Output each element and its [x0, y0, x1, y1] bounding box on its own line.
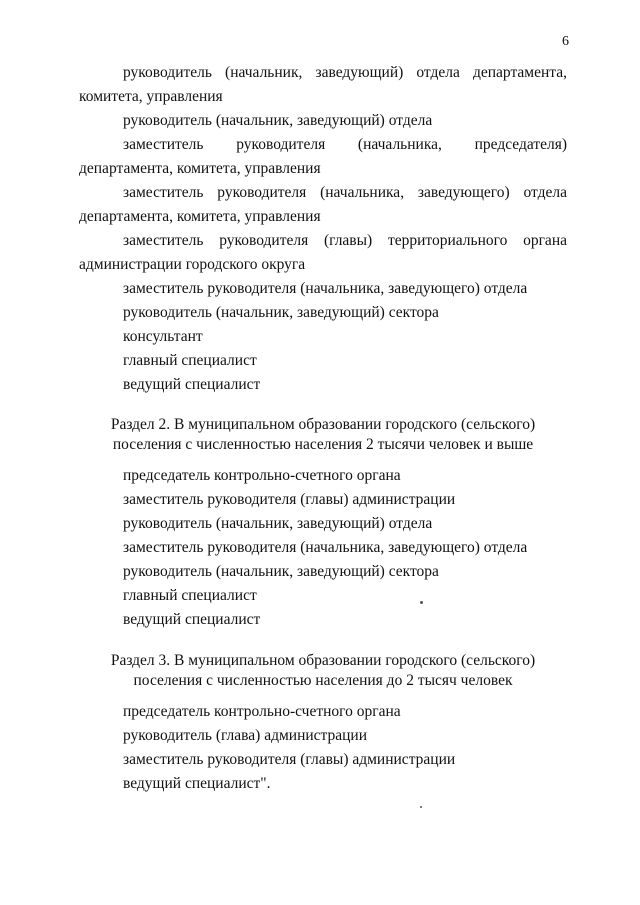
list-item: главный специалист [123, 352, 257, 369]
list-item: ведущий специалист [123, 376, 261, 393]
section-heading-line: Раздел 3. В муниципальном образовании городского (сельского) [110, 652, 536, 669]
section-3-list [79, 700, 567, 796]
list-item: консультант [123, 328, 203, 345]
list-item: ведущий специалист". [123, 775, 271, 792]
list-item: руководитель (начальник, заведующий) сектора [123, 563, 439, 580]
list-item: руководитель (начальник, заведующий) сектора [123, 304, 439, 321]
section-heading-line: поселения с численностью населения до 2 тысяч человек [133, 672, 513, 689]
list-item: руководитель (начальник, заведующий) отдела [123, 515, 433, 532]
list-item: заместитель руководителя (начальника, председателя) департамента, комитета, управления [79, 136, 567, 177]
list-item: председатель контрольно-счетного органа [123, 467, 401, 484]
section-2-list [79, 464, 567, 632]
section-heading-line: Раздел 2. В муниципальном образовании городского (сельского) [110, 416, 536, 433]
intro-list [79, 61, 567, 397]
list-item: заместитель руководителя (начальника, заведующего) отдела [123, 539, 528, 556]
list-item: заместитель руководителя (главы) администрации [123, 751, 456, 768]
section-3-heading [79, 649, 567, 693]
list-item: заместитель руководителя (начальника, заведующего) отдела департамента, комитета, управления [79, 184, 567, 225]
scan-speck [420, 806, 422, 808]
list-item: заместитель руководителя (начальника, заведующего) отдела [123, 280, 528, 297]
list-item: председатель контрольно-счетного органа [123, 703, 401, 720]
list-item: руководитель (глава) администрации [123, 727, 368, 744]
page-number: 6 [562, 34, 569, 49]
list-item: ведущий специалист [123, 611, 261, 628]
section-heading-line: поселения с численностью населения 2 тысячи человек и выше [112, 436, 534, 453]
list-item: заместитель руководителя (главы) территориального органа администрации городского округа [79, 232, 567, 273]
list-item: заместитель руководителя (главы) администрации [123, 491, 456, 508]
list-item: руководитель (начальник, заведующий) отдела департамента, комитета, управления [79, 64, 567, 105]
list-item: главный специалист [123, 587, 257, 604]
section-2-heading [79, 413, 567, 457]
list-item: руководитель (начальник, заведующий) отдела [123, 112, 433, 129]
scan-speck [420, 601, 423, 604]
